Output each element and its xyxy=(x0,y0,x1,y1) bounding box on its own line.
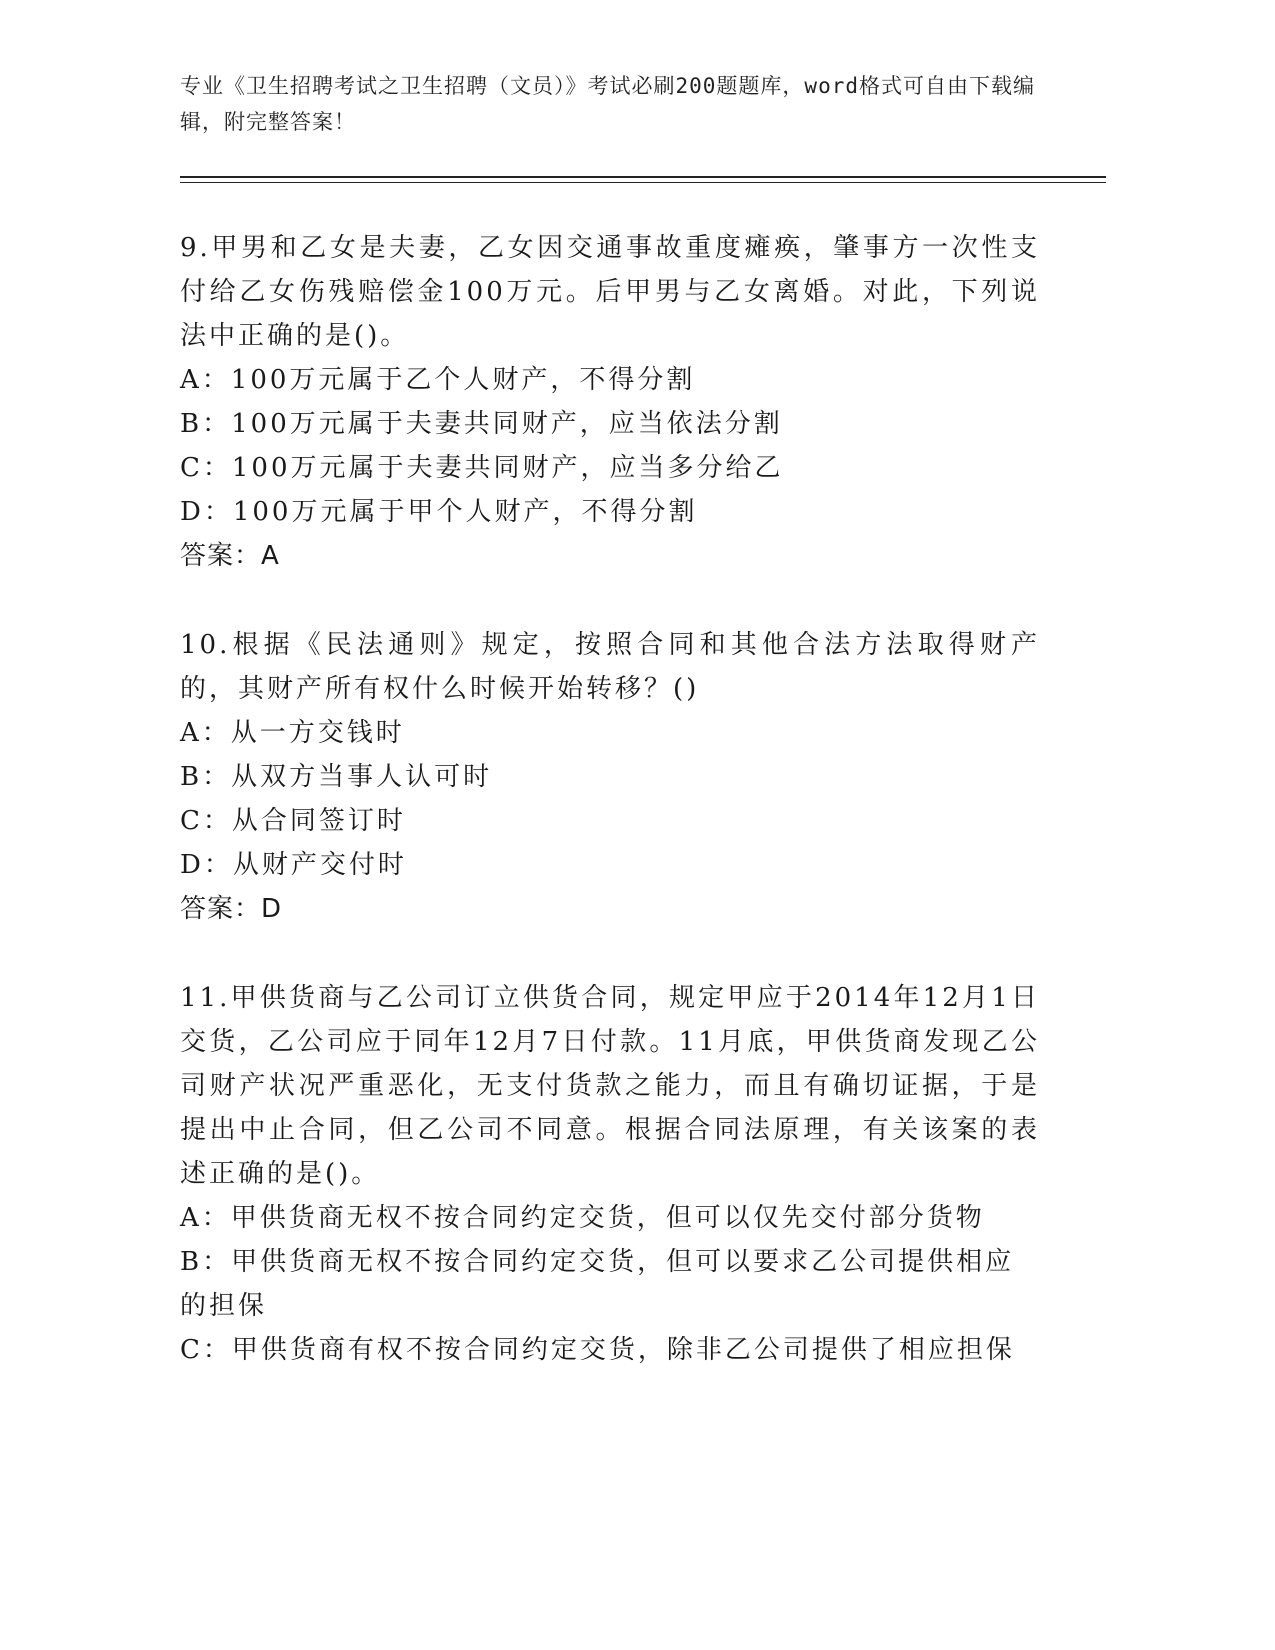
question-text: 11.甲供货商与乙公司订立供货合同，规定甲应于2014年12月1日交货，乙公司应于同年12月7日付款。11月底，甲供货商发现乙公司财产状况严重恶化，无支付货款之能力，而且有确切证据，于是提出中止合同，但乙公司不同意。根据合同法原理，有关该案的表述正确的是()。 xyxy=(180,983,1040,1189)
document-header: 专业《卫生招聘考试之卫生招聘（文员）》考试必刷200题题库，word格式可自由下载编辑，附完整答案！ xyxy=(180,74,1035,134)
question-text: 9.甲男和乙女是夫妻，乙女因交通事故重度瘫痪，肇事方一次性支付给乙女伤残赔偿金100万元。后甲男与乙女离婚。对此，下列说法中正确的是()。 xyxy=(180,233,1040,351)
option-c: C：甲供货商有权不按合同约定交货，除非乙公司提供了相应担保 xyxy=(180,1335,1015,1365)
option-a: A：100万元属于乙个人财产，不得分割 xyxy=(180,365,696,395)
option-b: B：100万元属于夫妻共同财产，应当依法分割 xyxy=(180,409,783,439)
answer-value: A xyxy=(261,541,280,571)
header-rule-thick xyxy=(180,176,1106,178)
option-d: D：从财产交付时 xyxy=(180,850,407,880)
answer-line xyxy=(180,887,1040,931)
question-list xyxy=(180,226,1040,1417)
option-b: B：甲供货商无权不按合同约定交货，但可以要求乙公司提供相应的担保 xyxy=(180,1247,1015,1321)
answer-label: 答案： xyxy=(180,541,262,571)
option-d: D：100万元属于甲个人财产，不得分割 xyxy=(180,497,698,527)
option-b: B：从双方当事人认可时 xyxy=(180,762,493,792)
answer-value: D xyxy=(261,894,283,924)
option-c: C：从合同签订时 xyxy=(180,806,406,836)
option-a: A：甲供货商无权不按合同约定交货，但可以仅先交付部分货物 xyxy=(180,1203,985,1233)
answer-line xyxy=(180,534,1040,578)
option-c: C：100万元属于夫妻共同财产，应当多分给乙 xyxy=(180,453,784,483)
option-a: A：从一方交钱时 xyxy=(180,718,405,748)
question-text: 10.根据《民法通则》规定，按照合同和其他合法方法取得财产的，其财产所有权什么时候开始转移？() xyxy=(180,630,1040,704)
answer-label: 答案： xyxy=(180,894,262,924)
header-rule-thin xyxy=(180,182,1106,183)
question-9 xyxy=(180,226,1040,578)
question-11 xyxy=(180,976,1040,1372)
question-10 xyxy=(180,623,1040,931)
